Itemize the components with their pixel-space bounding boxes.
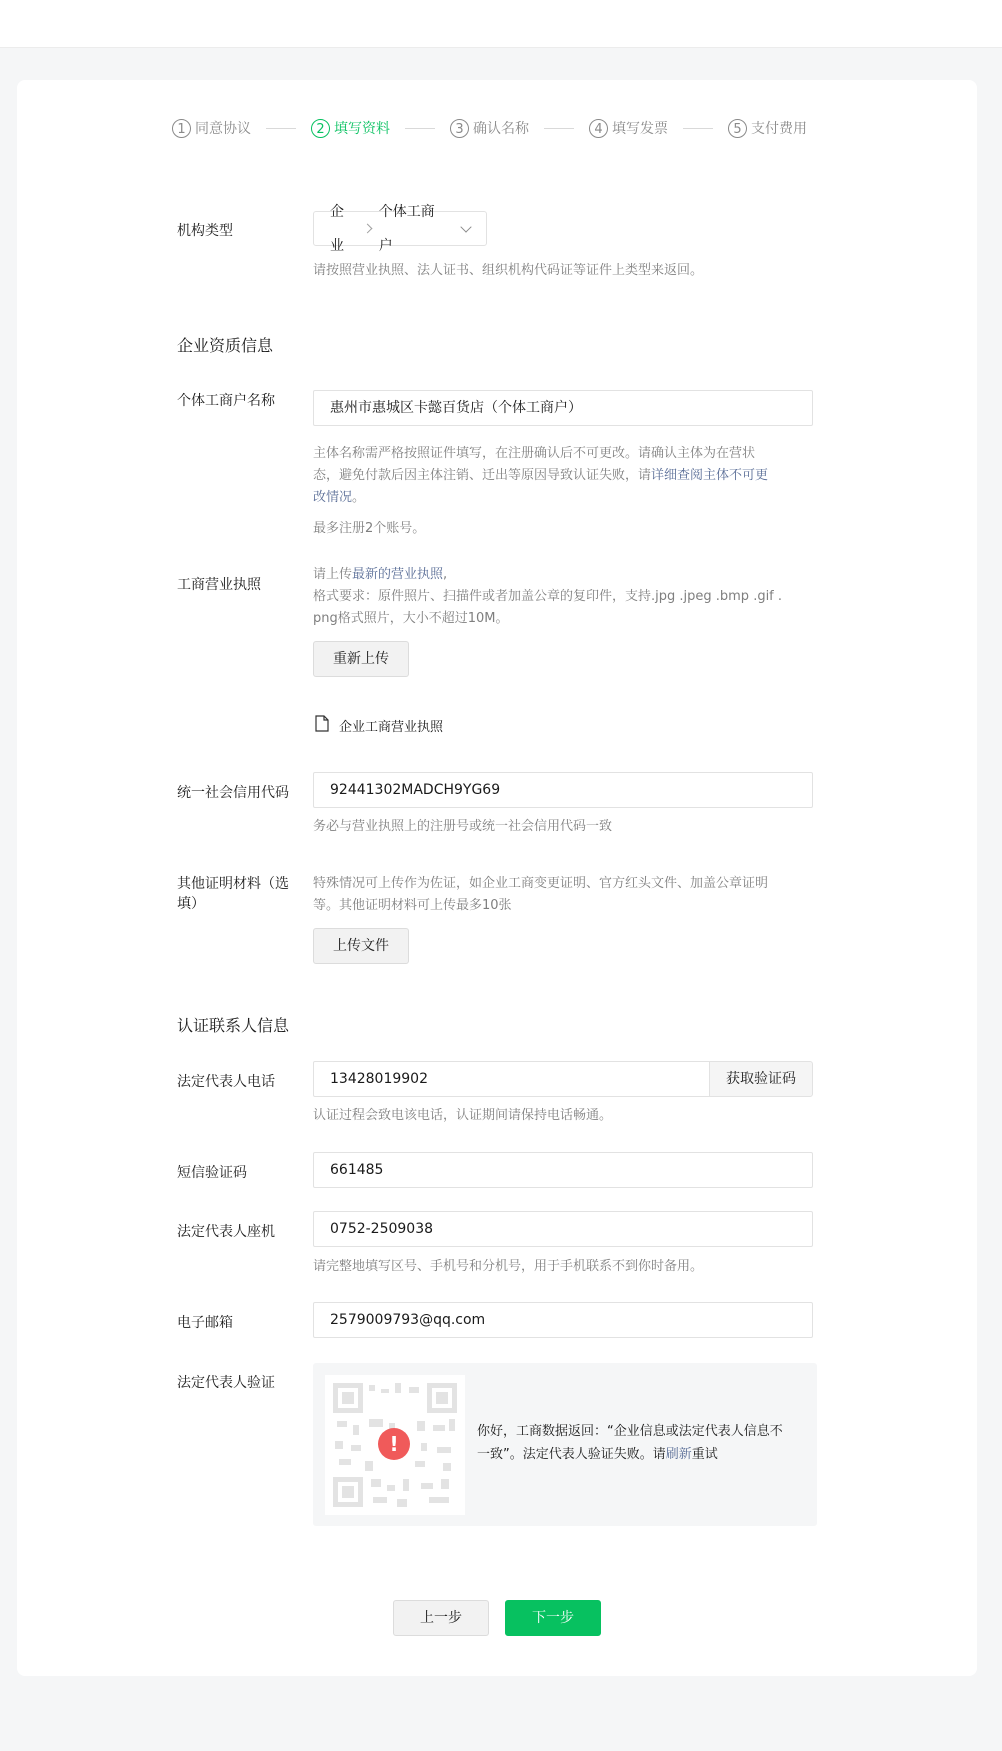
step-label: 填写资料 (334, 121, 390, 137)
step-fill-info (311, 118, 390, 138)
business-name-input[interactable]: 惠州市惠城区卡懿百货店（个体工商户） (313, 390, 813, 426)
step-label: 同意协议 (195, 121, 251, 137)
hint-line: 格式要求：原件照片、扫描件或者加盖公章的复印件，支持.jpg .jpeg .bmp .gif . (313, 589, 783, 604)
phone-input[interactable]: 13428019902 (313, 1061, 710, 1097)
latest-license-link[interactable]: 最新的营业执照 (352, 567, 444, 582)
phone-hint: 认证过程会致电该电话，认证期间请保持电话畅通。 (313, 1108, 613, 1123)
step-number: 1 (172, 119, 191, 138)
landline-hint: 请完整地填写区号、手机号和分机号，用于手机联系不到你时备用。 (313, 1259, 704, 1274)
name-policy-link[interactable]: 详细查阅主体不可更 (651, 468, 769, 483)
verify-message (477, 1420, 807, 1466)
step-divider (266, 128, 296, 129)
credit-code-input[interactable]: 92441302MADCH9YG69 (313, 772, 813, 808)
step-invoice (589, 118, 668, 138)
landline-input[interactable]: 0752-2509038 (313, 1211, 813, 1247)
upload-file-button[interactable]: 上传文件 (313, 928, 409, 964)
file-icon (315, 715, 329, 736)
step-number: 3 (450, 119, 469, 138)
message-line: 你好，工商数据返回：“企业信息或法定代表人信息不 (477, 1424, 783, 1439)
license-file-name: 企业工商营业执照 (339, 720, 444, 735)
progress-steps (172, 117, 807, 139)
step-label: 填写发票 (612, 121, 668, 137)
legal-rep-verify-label: 法定代表人验证 (177, 1375, 275, 1391)
phone-label: 法定代表人电话 (177, 1074, 275, 1090)
section-title-contact: 认证联系人信息 (177, 1016, 290, 1035)
sms-code-label: 短信验证码 (177, 1165, 247, 1181)
landline-label: 法定代表人座机 (177, 1224, 275, 1240)
credit-code-label: 统一社会信用代码 (177, 785, 289, 801)
hint-line: png格式照片，大小不超过10M。 (313, 611, 509, 626)
hint-text: 。 (352, 490, 366, 505)
business-license-label: 工商营业执照 (177, 577, 261, 593)
chevron-right-icon (362, 224, 372, 234)
step-divider (544, 128, 574, 129)
hint-line (313, 465, 813, 487)
name-policy-link-cont[interactable]: 改情况 (313, 490, 353, 505)
email-label: 电子邮箱 (177, 1315, 233, 1331)
hint-text: , (443, 567, 448, 582)
step-number: 2 (311, 119, 330, 138)
org-type-level2: 个体工商户 (378, 203, 435, 254)
label-line: 填） (177, 896, 205, 912)
business-name-hint (313, 443, 813, 509)
hint-line: 等。其他证明材料可上传最多10张 (313, 898, 512, 913)
email-input[interactable]: 2579009793@qq.com (313, 1302, 813, 1338)
business-name-label: 个体工商户名称 (177, 393, 275, 409)
step-confirm-name (450, 118, 529, 138)
credit-code-hint: 务必与营业执照上的注册号或统一社会信用代码一致 (313, 819, 613, 834)
step-agree (172, 118, 251, 138)
hint-line (313, 487, 813, 509)
hint-line: 主体名称需严格按照证件填写，在注册确认后不可更改。请确认主体为在营状 (313, 446, 756, 461)
section-title-qualification: 企业资质信息 (177, 336, 274, 355)
prev-step-button[interactable]: 上一步 (393, 1600, 489, 1636)
step-label: 确认名称 (473, 121, 529, 137)
account-limit-hint: 最多注册2个账号。 (313, 521, 426, 536)
step-number: 4 (589, 119, 608, 138)
step-label: 支付费用 (751, 121, 807, 137)
step-payment (728, 118, 807, 138)
sms-code-input[interactable]: 661485 (313, 1152, 813, 1188)
org-type-level1: 企业 (330, 203, 344, 254)
other-docs-hint (313, 873, 823, 917)
hint-line: 特殊情况可上传作为佐证，如企业工商变更证明、官方红头文件、加盖公章证明 (313, 876, 769, 891)
refresh-link[interactable]: 刷新 (665, 1447, 692, 1462)
get-code-button[interactable]: 获取验证码 (709, 1061, 813, 1097)
next-step-button[interactable]: 下一步 (505, 1600, 601, 1636)
hint-text: 态，避免付款后因主体注销、迁出等原因导致认证失败，请 (313, 468, 652, 483)
message-text: 重试 (691, 1447, 718, 1462)
org-type-hint: 请按照营业执照、法人证书、组织机构代码证等证件上类型来返回。 (313, 263, 704, 278)
hint-line (313, 564, 823, 586)
step-number: 5 (728, 119, 747, 138)
message-line (477, 1443, 807, 1466)
license-file[interactable] (315, 715, 443, 736)
hint-text: 请上传 (313, 567, 353, 582)
org-type-label: 机构类型 (177, 223, 233, 239)
step-divider (683, 128, 713, 129)
other-docs-label (177, 874, 297, 914)
business-license-hint (313, 564, 823, 630)
org-type-select[interactable] (313, 203, 487, 254)
step-divider (405, 128, 435, 129)
top-bar (0, 0, 1002, 48)
chevron-down-icon (460, 221, 471, 232)
error-alert-icon: ! (378, 1428, 410, 1460)
label-line: 其他证明材料（选 (177, 876, 289, 892)
message-text: 一致”。法定代表人验证失败。请 (477, 1447, 666, 1462)
reupload-button[interactable]: 重新上传 (313, 641, 409, 677)
